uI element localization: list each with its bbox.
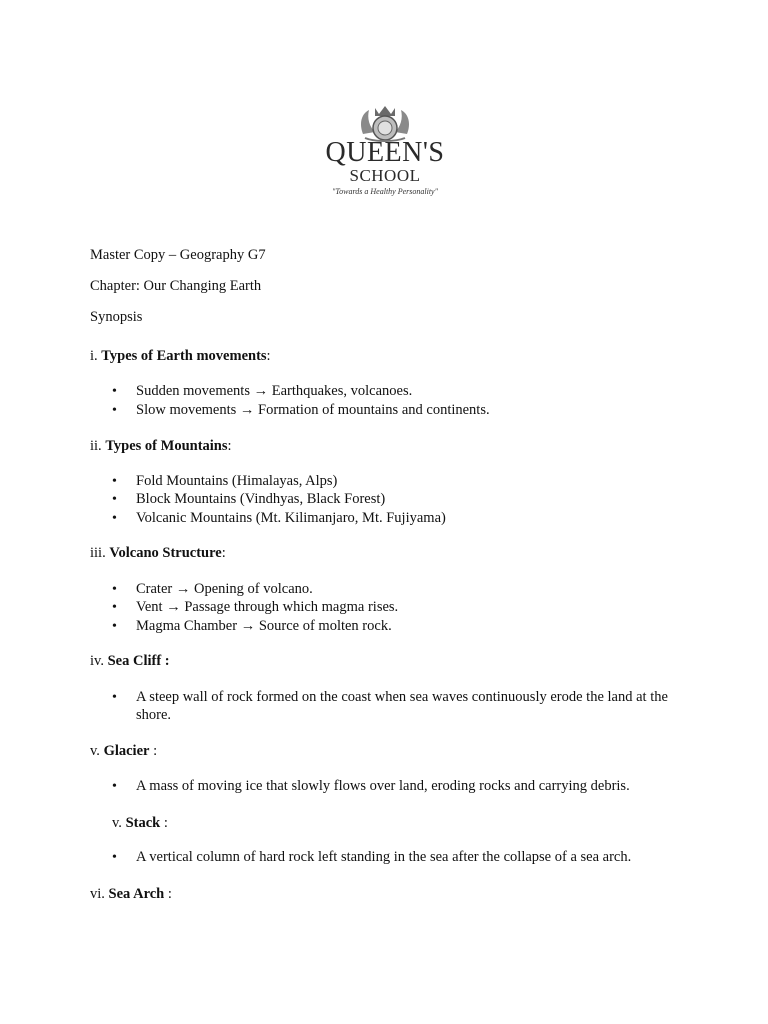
section-suffix: :	[149, 743, 158, 759]
list-item: Block Mountains (Vindhyas, Black Forest)	[136, 491, 386, 507]
bullet-icon: •	[112, 850, 117, 865]
bullet-icon: •	[112, 582, 117, 597]
bullet-icon: •	[112, 690, 117, 705]
section-number: v.	[112, 815, 122, 831]
list-item: A vertical column of hard rock left standing in the sea after the collapse of a sea arch.	[136, 849, 632, 865]
section-number: vi.	[90, 886, 105, 902]
section-heading	[90, 544, 226, 562]
section-title: Glacier	[103, 743, 150, 759]
section-title: Stack	[125, 815, 161, 831]
list-item: Crater → Opening of volcano.	[136, 581, 313, 597]
bullet-icon: •	[112, 779, 117, 794]
list-item: Sudden movements → Earthquakes, volcanoes.	[136, 383, 413, 399]
section-title: Sea Arch	[108, 886, 165, 902]
section-suffix: :	[227, 438, 232, 454]
list-item: Fold Mountains (Himalayas, Alps)	[136, 473, 338, 489]
list-item: Magma Chamber → Source of molten rock.	[136, 618, 392, 634]
section-suffix: :	[221, 545, 226, 561]
section-number: v.	[90, 743, 100, 759]
list-item: A mass of moving ice that slowly flows over land, eroding rocks and carrying debris.	[136, 778, 630, 794]
section-suffix: :	[164, 886, 172, 902]
logo-motto: "Towards a Healthy Personality"	[332, 187, 438, 196]
section-heading	[90, 347, 271, 365]
section-suffix: :	[266, 348, 271, 364]
section-number: iv.	[90, 653, 104, 669]
section-heading	[90, 652, 170, 670]
master-copy-line: Master Copy – Geography G7	[90, 247, 266, 263]
bullet-icon: •	[112, 384, 117, 399]
logo-school: SCHOOL	[349, 166, 421, 185]
section-suffix: :	[160, 815, 168, 831]
section-number: iii.	[90, 545, 106, 561]
list-item: Volcanic Mountains (Mt. Kilimanjaro, Mt. Fujiyama)	[136, 510, 446, 526]
section-heading	[90, 742, 157, 760]
chapter-line: Chapter: Our Changing Earth	[90, 278, 262, 294]
section-heading	[112, 814, 168, 832]
bullet-icon: •	[112, 403, 117, 418]
bullet-icon: •	[112, 511, 117, 526]
list-item: Vent → Passage through which magma rises.	[136, 599, 399, 615]
synopsis-heading: Synopsis	[90, 309, 143, 325]
bullet-icon: •	[112, 492, 117, 507]
section-title: Types of Mountains	[105, 438, 228, 454]
list-item: A steep wall of rock formed on the coast when sea waves continuously erode the land at the shore.	[136, 689, 668, 723]
section-title: Types of Earth movements	[101, 348, 267, 364]
bullet-icon: •	[112, 600, 117, 615]
bullet-icon: •	[112, 474, 117, 489]
logo-name: QUEEN'S	[325, 137, 445, 168]
school-logo	[300, 104, 470, 200]
section-title: Sea Cliff :	[107, 653, 170, 669]
list-item: Slow movements → Formation of mountains and continents.	[136, 402, 490, 418]
section-heading	[90, 437, 232, 455]
section-number: ii.	[90, 438, 102, 454]
section-title: Volcano Structure	[109, 545, 222, 561]
section-number: i.	[90, 348, 98, 364]
bullet-icon: •	[112, 619, 117, 634]
section-heading	[90, 885, 172, 903]
